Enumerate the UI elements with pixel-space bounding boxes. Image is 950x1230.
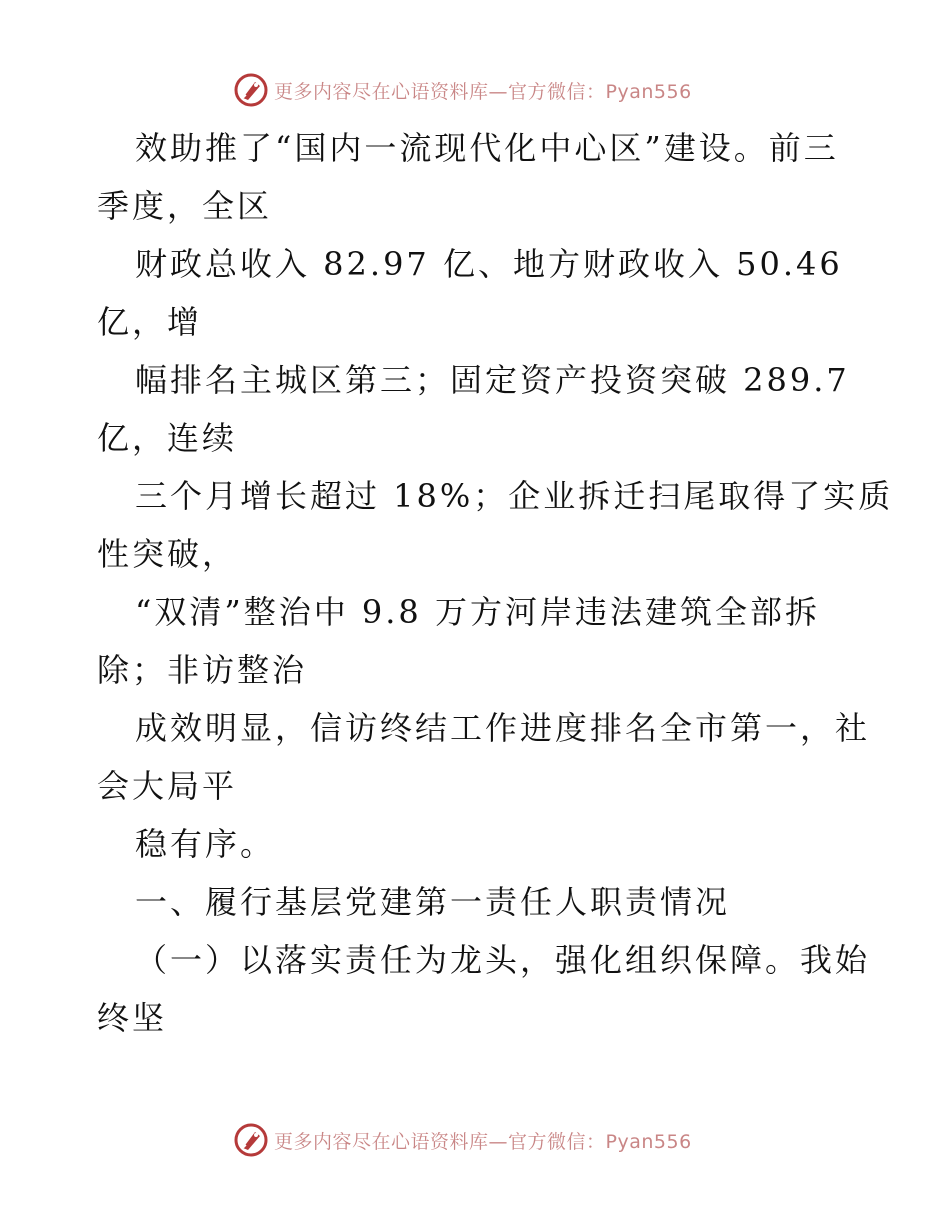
text-line: 成效明显，信访终结工作进度排名全市第一，社 xyxy=(135,709,871,747)
text-line: 稳有序。 xyxy=(135,825,276,863)
text-line: 幅排名主城区第三；固定资产投资突破 289.7 xyxy=(135,361,850,399)
text-line: 会大局平 xyxy=(97,767,238,805)
section-heading: 一、履行基层党建第一责任人职责情况 xyxy=(135,883,731,921)
text-line: （一）以落实责任为龙头，强化组织保障。我始 xyxy=(135,941,871,979)
watermark-header xyxy=(234,70,692,110)
watermark-footer xyxy=(234,1120,692,1160)
watermark-text: 更多内容尽在心语资料库—官方微信：Pyan556 xyxy=(274,1130,692,1153)
text-line: 除；非访整治 xyxy=(97,651,308,689)
text-line: 三个月增长超过 18%；企业拆迁扫尾取得了实质 xyxy=(135,477,894,515)
text-line: 财政总收入 82.97 亿、地方财政收入 50.46 xyxy=(135,245,843,283)
text-line: 终坚 xyxy=(97,999,168,1037)
text-line: “双清”整治中 9.8 万方河岸违法建筑全部拆 xyxy=(135,593,820,631)
text-line: 性突破， xyxy=(97,535,238,573)
text-line: 亿，连续 xyxy=(97,419,238,457)
watermark-text: 更多内容尽在心语资料库—官方微信：Pyan556 xyxy=(274,80,692,103)
pen-nib-logo-icon xyxy=(234,73,268,107)
text-line: 亿，增 xyxy=(97,303,203,341)
text-line: 季度，全区 xyxy=(97,187,273,225)
text-line: 效助推了“国内一流现代化中心区”建设。前三 xyxy=(135,129,839,167)
pen-nib-logo-icon xyxy=(234,1123,268,1157)
